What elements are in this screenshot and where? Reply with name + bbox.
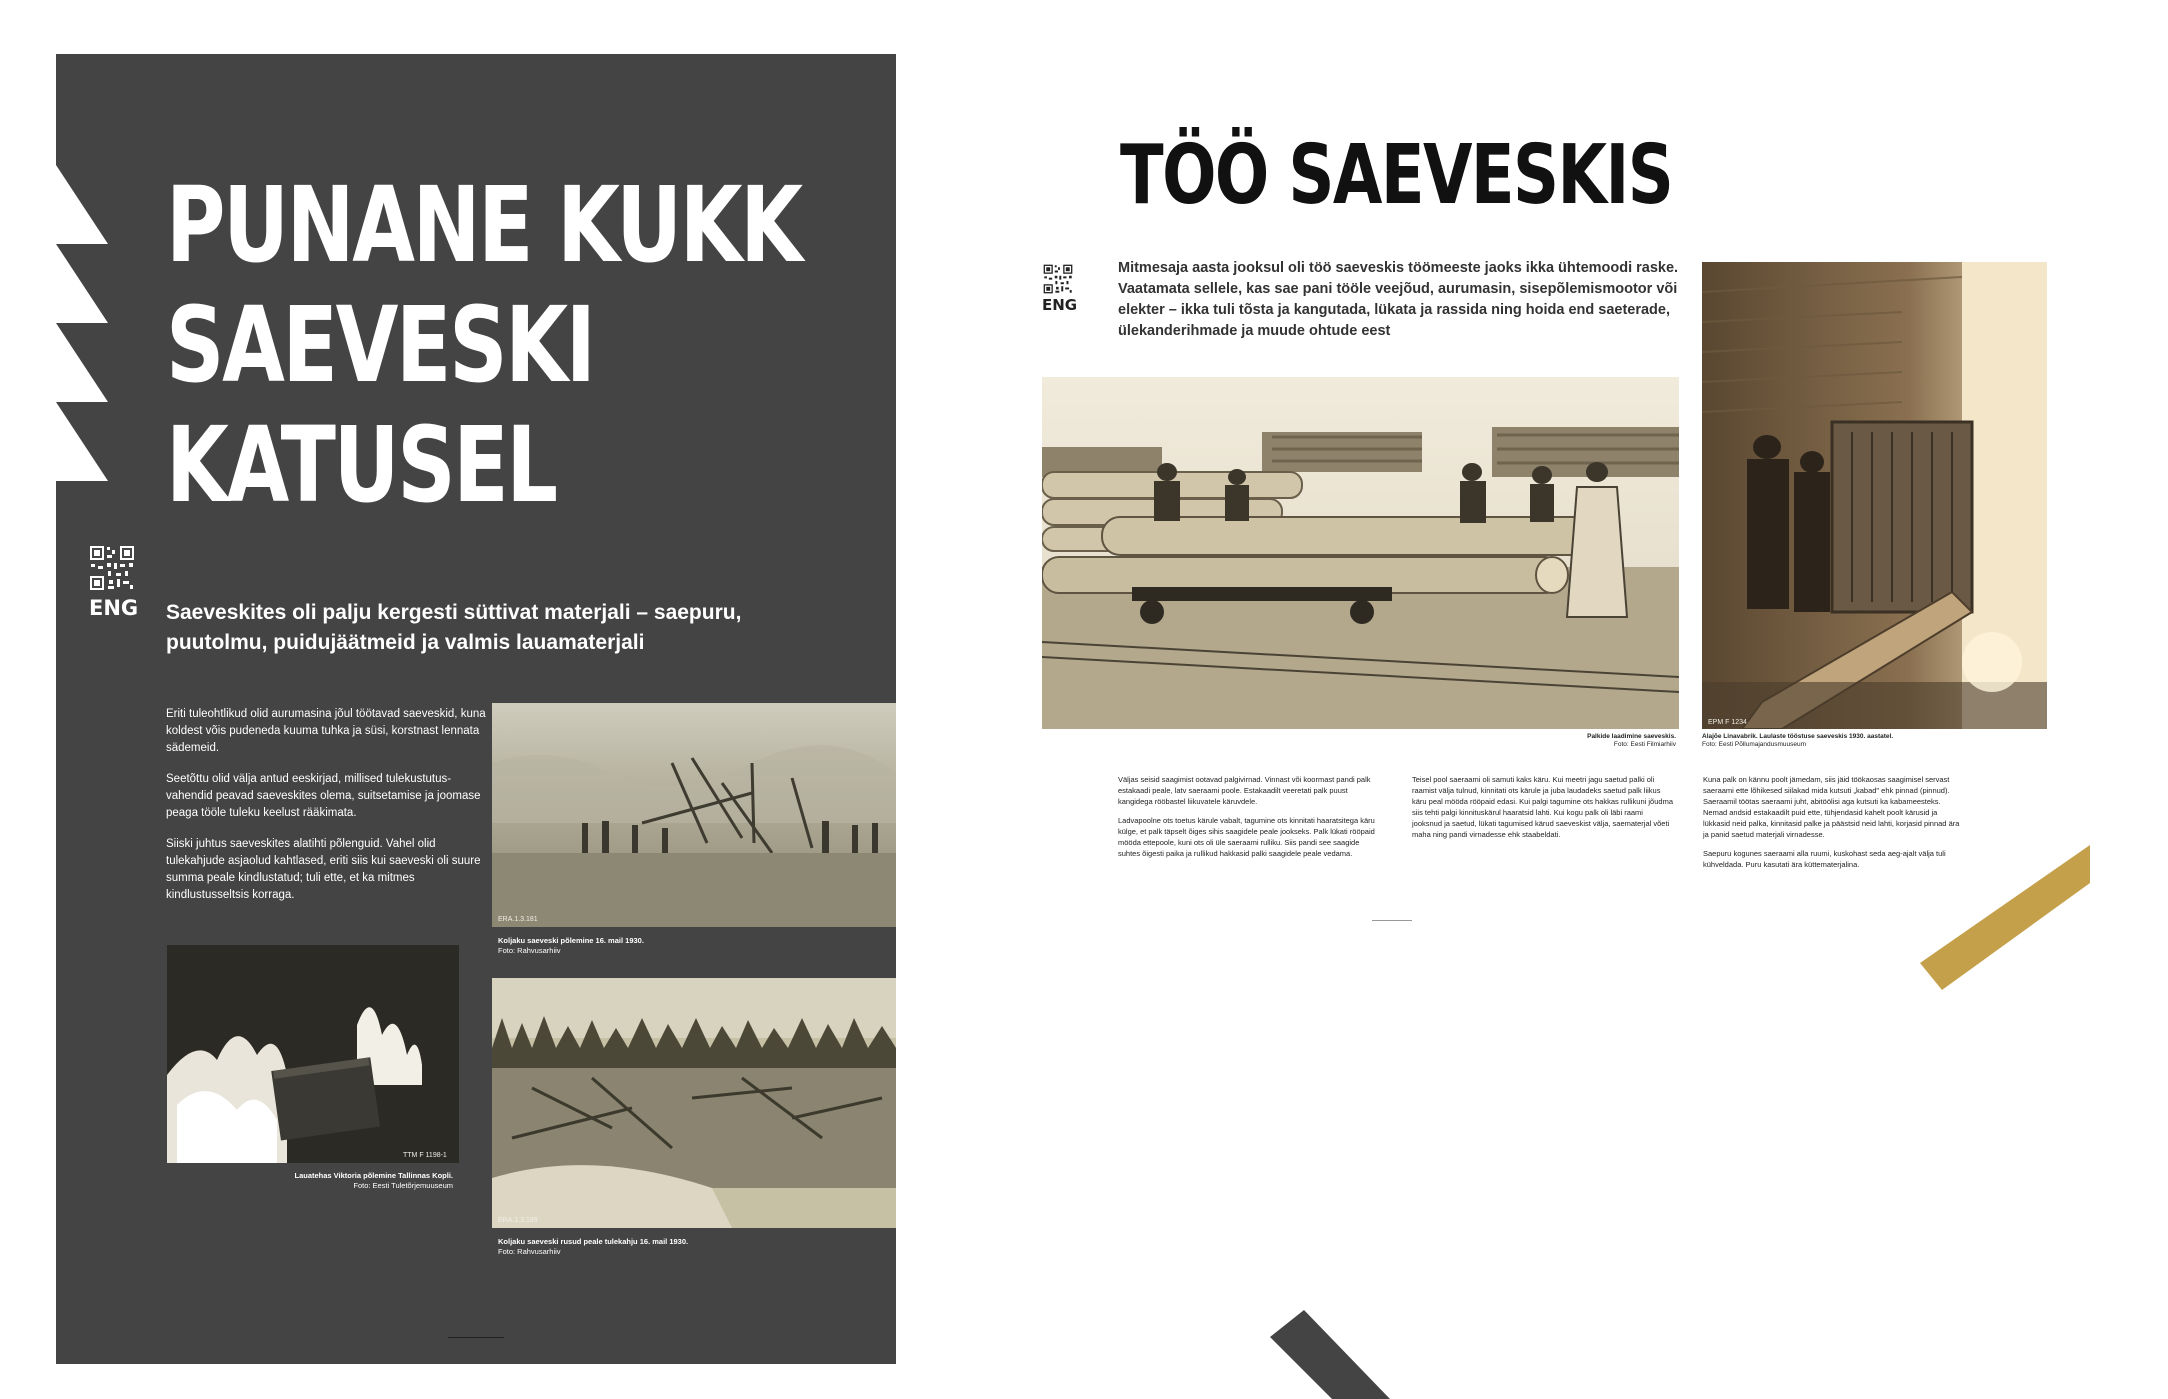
zigzag-decoration: [56, 165, 111, 510]
paragraph: Siiski juhtus saeveskites alatihti põlenguid. Vahel olid tulekahjude asjaolud kahtlased, eriti siis kui saeveski oli suure summa peale kindlustatud; tuli ette, et ka mitmes kindlustusseltsis korraga.: [166, 838, 481, 901]
dark-stripe-decoration: [1270, 1310, 1390, 1399]
photo-sawmill-interior: [1702, 262, 2047, 729]
left-body-text: [166, 706, 486, 918]
svg-text:ERA.1.3.181: ERA.1.3.181: [498, 916, 538, 923]
qr-code-icon[interactable]: [1043, 264, 1073, 294]
svg-text:ERA.1.3.189: ERA.1.3.189: [498, 1217, 538, 1224]
right-title: TÖÖ SAEVESKIS: [1120, 128, 1673, 223]
left-lead-text: Saeveskites oli palju kergesti süttivat materjali – saepuru, puutolmu, puidujäätmeid ja valmis lauamaterjali: [166, 601, 742, 654]
photo-sawmill-interior-caption: Alajõe Linavabrik. Laulaste tööstuse saeveskis 1930. aastatel. Foto: Eesti Põllumajandusmuuseum: [1702, 733, 1894, 748]
paragraph: Seetõttu olid välja antud eeskirjad, millised tulekustutus-vahendid peavad saeveskites olema, suitsetamise ja joomase peaga tööle tuleku keelust rääkimata.: [166, 773, 481, 819]
qr-code-icon[interactable]: [89, 545, 135, 591]
left-title: PUNANE KUKK SAEVESKI KATUSEL: [166, 164, 801, 526]
photo-viktoria-fire: [167, 945, 459, 1163]
photo-fire-ruins: [492, 703, 896, 927]
gold-stripe-decoration: [1920, 845, 2090, 990]
paragraph: Väljas seisid saagimist ootavad palgivirnad. Vinnast või koormast pandi palk estakaadi peale, latv saeraami poole. Estakaadilt veeretati palk puust kangidega rööbastel liikuvatele käruvdele.: [1118, 775, 1371, 806]
divider: [448, 1337, 504, 1338]
paragraph: Saepuru kogunes saeraami alla ruumi, kuskohast seda aeg-ajalt välja tuli kühveldada. Puru kasutati ära küttematerjalina.: [1703, 849, 1946, 869]
divider: [1372, 920, 1412, 921]
svg-text:EPM F 1234: EPM F 1234: [1708, 719, 1747, 726]
photo-loading-logs-caption: Palkide laadimine saeveskis. Foto: Eesti Filmiarhiiv: [1587, 733, 1676, 748]
photo-viktoria-fire-caption: Lauatehas Viktoria põlemine Tallinnas Kopli. Foto: Eesti Tuletõrjemuuseum: [294, 1171, 453, 1190]
paragraph: Eriti tuleohtlikud olid aurumasina jõul töötavad saeveskid, kuna koldest võis pudeneda kuuma tuhka ja süsi, korstnast lennata sädemeid.: [166, 708, 486, 754]
paragraph: Teisel pool saeraami oli samuti kaks käru. Kui meetri jagu saetud palki oli raamist välja tulnud, kinnitati ots kärule ja juba laudadeks saetud palk liikus käru peal mööda rööpaid edasi. Kui palgi tagumine ots hakkas rullikuni jõudma siis tehti palgi kinnituskärul haaratsid lahti. Kui kogu palk oli läbi raami jooksnud ja saetud, lükati tagumised kärud saeveskist välja, saematerjal võeti maha ning pandi virnadesse ehk staabeldati.: [1412, 775, 1673, 839]
eng-link[interactable]: ENG: [1042, 296, 1078, 314]
text-column-1: [1118, 774, 1380, 867]
eng-link[interactable]: ENG: [89, 596, 139, 620]
paragraph: Ladvapoolne ots toetus kärule vabalt, tagumine ots kinnitati haaratsitega käru külge, et palk täpselt õiges sihis saagidele peale jookseks. Palk lükati rööpaid mööda ettepoole, kuni ots oli üle saeraami rulliku. Siis pandi see saagide suhtes õigesti paika ja rullikud hakkasid palki saagidele peale vedama.: [1118, 816, 1375, 858]
text-column-2: [1412, 774, 1674, 848]
photo-loading-logs: [1042, 377, 1679, 729]
paragraph: Kuna palk on kännu poolt jämedam, siis jäid töökaosas saagimisel servast saeraami ette lõhikesed siilakad mida kutsuti „kabad" ehk pinnad (pinnud). Saeraamil töötas saeraami juht, abitöölisi aga kutsuti ka kabameesteks. Nemad andsid estakaadilt puid ette, tühjendasid kahelt poolt kärusid ja lükkasid neid palka, kinnitasid palke ja päästsid neid lahti, korjasid pinnad ära ja panid saetud materjali virnadesse.: [1703, 775, 1960, 839]
right-lead-text: Mitmesaja aasta jooksul oli töö saeveskis töömeeste jaoks ikka ühtemoodi raske. Vaatamata sellele, kas sae pani tööle veejõud, aurumasin, sisepõlemismootor või elekter – ikka tuli tõsta ja kangutada, lükata ja rassida ning hoida end saeterade, ülekanderihmade ja muude ohtude eest: [1118, 260, 1679, 339]
photo-stamp: TTM F 1198-1: [403, 1152, 447, 1159]
photo-sawmill-ruins-caption: Koljaku saeveski rusud peale tulekahju 16. mail 1930. Foto: Rahvusarhiiv: [498, 1237, 689, 1256]
photo-sawmill-ruins: [492, 978, 896, 1228]
photo-fire-ruins-caption: Koljaku saeveski põlemine 16. mail 1930. Foto: Rahvusarhiiv: [498, 936, 644, 955]
